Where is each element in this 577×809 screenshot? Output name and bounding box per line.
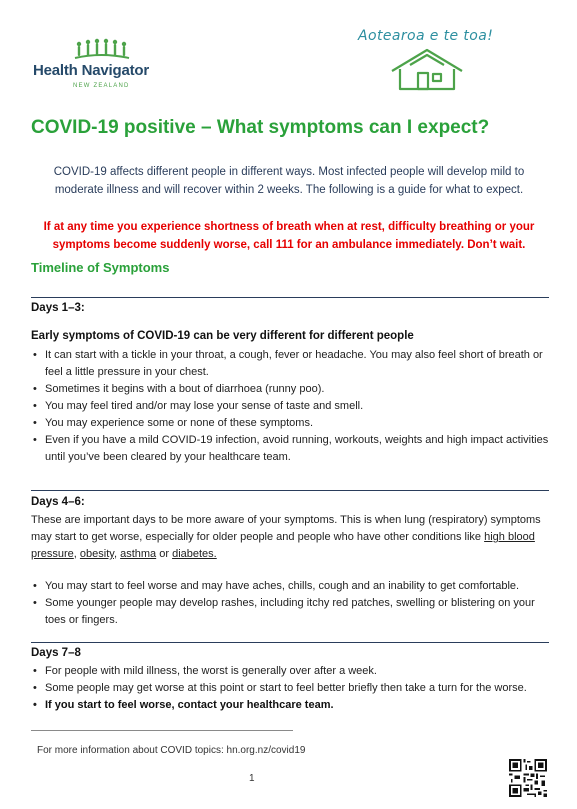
days-7-8-title: Days 7–8 xyxy=(31,647,81,659)
marae-house-icon xyxy=(388,47,466,91)
diabetes-link[interactable]: diabetes. xyxy=(172,548,217,560)
people-figures-icon xyxy=(71,38,141,64)
emergency-warning: If at any time you experience shortness of breath when at rest, difficulty breathing or your symptoms become suddenly worse, call 111 for an ambulance immediately. Don’t wait. xyxy=(43,221,535,251)
list-item: • If you start to feel worse, contact your healthcare team. xyxy=(31,697,549,714)
page-title: COVID-19 positive – What symptoms can I expect? xyxy=(31,117,490,138)
logo-navigator-text: Navigator xyxy=(81,62,150,79)
section-divider xyxy=(31,297,549,298)
high-blood-pressure-link[interactable]: high blood pressure xyxy=(31,531,535,560)
list-item: • You may experience some or none of these symptoms. xyxy=(31,415,549,432)
health-navigator-logo xyxy=(33,38,173,98)
section-divider xyxy=(31,642,549,643)
days-4-6-title: Days 4–6: xyxy=(31,496,85,508)
separator-text: or xyxy=(156,548,173,560)
list-item: • You may feel tired and/or may lose your sense of taste and smell. xyxy=(31,398,549,415)
obesity-link[interactable]: obesity xyxy=(79,548,114,560)
slogan-text: Aotearoa e te toa! xyxy=(358,28,494,44)
intro-paragraph: COVID-19 affects different people in different ways. Most infected people will develop mild to moderate illness and will recover within 2 weeks. The following is a guide for what to expect. xyxy=(53,166,525,196)
separator-text: , xyxy=(73,548,80,560)
list-item: • Sometimes it begins with a bout of diarrhoea (runny poo). xyxy=(31,381,549,398)
list-item: • It can start with a tickle in your throat, a cough, fever or headache. You may also feel short of breath or feel a little pressure in your chest. xyxy=(31,347,549,381)
list-item: • Some younger people may develop rashes, including itchy red patches, swelling or blistering on your toes or fingers. xyxy=(31,595,549,629)
days-1-3-subtitle: Early symptoms of COVID-19 can be very different for different people xyxy=(31,330,414,342)
days-4-6-paragraph xyxy=(31,512,549,563)
separator-text: , xyxy=(113,548,121,560)
days-1-3-list xyxy=(31,347,549,466)
section-divider xyxy=(31,490,549,491)
footer-more-info: For more information about COVID topics: hn.org.nz/covid19 xyxy=(37,745,306,756)
asthma-link[interactable]: asthma xyxy=(120,548,157,560)
logo-health-text: Health xyxy=(33,62,78,79)
logo-country-text: NEW ZEALAND xyxy=(73,83,130,89)
days-4-6-list xyxy=(31,578,549,629)
days-4-6-text: These are important days to be more aware of your symptoms. This is when lung (respiratory) symptoms may start to get worse, especially for older people and people who have other conditions like xyxy=(31,514,541,543)
list-item: • Some people may get worse at this point or start to feel better briefly then take a turn for the worse. xyxy=(31,680,549,697)
days-1-3-title: Days 1–3: xyxy=(31,302,85,314)
list-item: • For people with mild illness, the worst is generally over after a week. xyxy=(31,663,549,680)
qr-code-icon xyxy=(509,759,547,797)
list-item: • You may start to feel worse and may have aches, chills, cough and an inability to get comfortable. xyxy=(31,578,549,595)
list-item: • Even if you have a mild COVID-19 infection, avoid running, workouts, weights and high impact activities until you’ve been cleared by your healthcare team. xyxy=(31,432,549,466)
timeline-heading: Timeline of Symptoms xyxy=(31,260,170,275)
days-7-8-list xyxy=(31,663,549,714)
footer-divider xyxy=(31,730,293,731)
page-number: 1 xyxy=(249,773,255,784)
